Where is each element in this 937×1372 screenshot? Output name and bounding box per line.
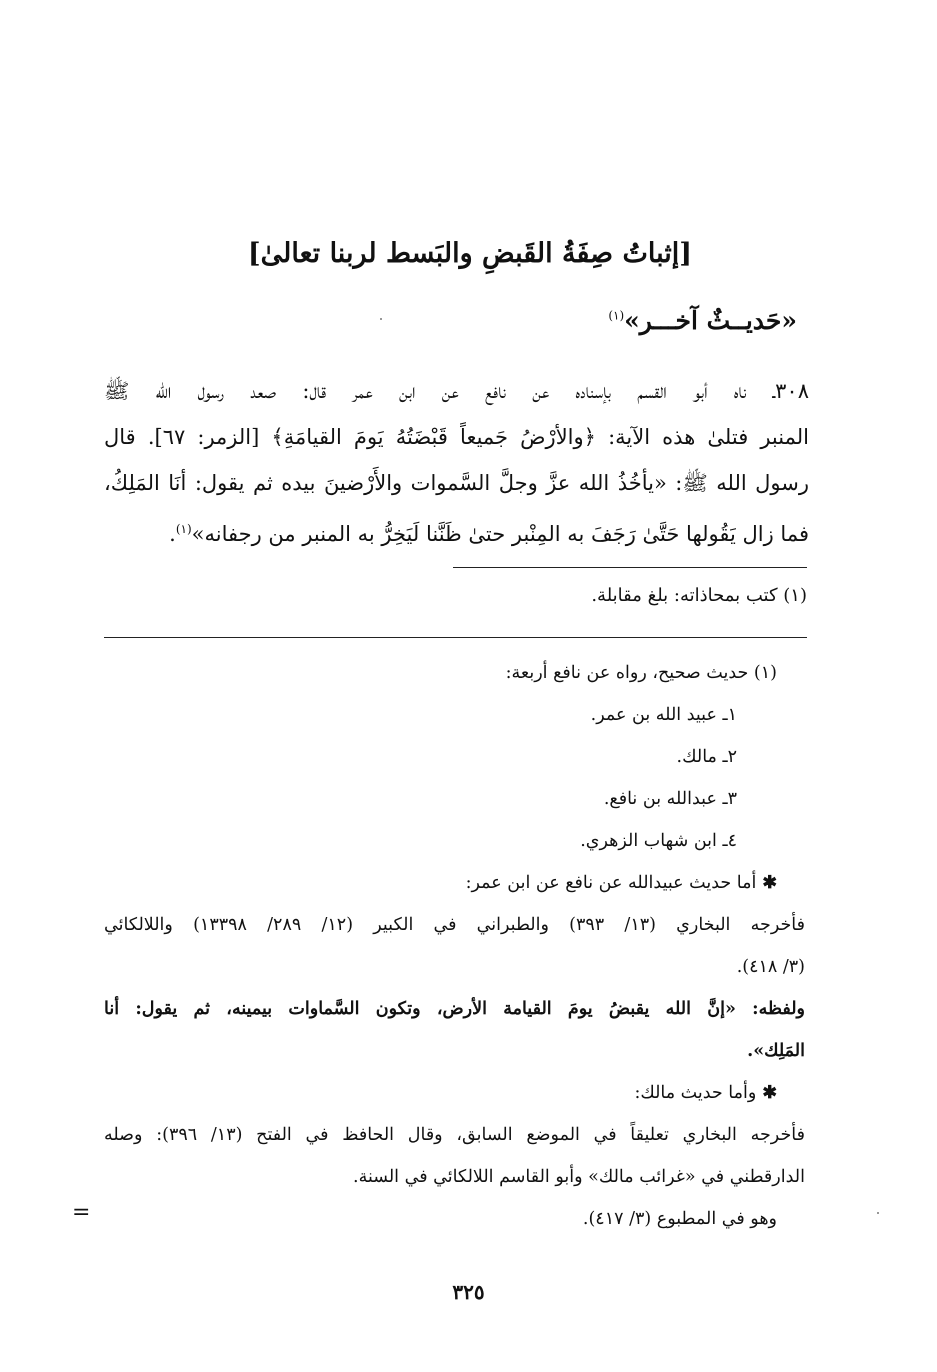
section1-heading-row — [104, 862, 807, 904]
main-text-line: ٣٠٨ـ ناه أبو القسم بإسناده عن نافع عن ابن عمر قال: صعد رسول الله ﷺ — [104, 379, 809, 403]
section1-line: فأخرجه البخاري (١٣/ ٣٩٣) والطبراني في الكبير (١٢/ ٢٨٩/ ١٣٣٩٨) واللالكائي — [104, 915, 806, 935]
speck — [380, 318, 382, 320]
footnote-divider-short — [453, 567, 807, 568]
section1-wording: المَلِك». — [747, 1041, 805, 1061]
footnote-divider-long — [104, 637, 807, 638]
chapter-title: [إثباتُ صِفَةُ القَبضِ والبَسط لربنا تعالىٰ] — [247, 238, 693, 269]
page-number: ٣٢٥ — [452, 1280, 485, 1304]
footnotes-lower — [104, 652, 807, 1240]
main-text-line: فما زال يَقُولها حَتَّىٰ رَجَفَ به المِنْبر حتىٰ ظَنَّنا لَيَخِرُّ به المنبر من رجفانه» — [191, 522, 809, 546]
narrator-item: ٣ـ عبدالله بن نافع. — [603, 789, 737, 809]
main-text-end: . — [169, 522, 176, 546]
star-icon: ✱ — [762, 873, 777, 893]
section1-line: (٣/ ٤١٨). — [736, 957, 805, 977]
section2-line: الدارقطني في «غرائب مالك» وأبو القاسم اللالكائي في السنة. — [353, 1167, 805, 1187]
main-text-line: رسول الله ﷺ: «يأخُذُ الله عزَّ وجلَّ السَّموات والأَرْضينَ بيده ثم يقول: أنَا المَلِكُ، — [104, 471, 809, 495]
narrator-item: ١ـ عبيد الله بن عمر. — [590, 705, 737, 725]
section2-heading-row — [104, 1072, 807, 1114]
section2-heading: وأما حديث مالك: — [634, 1083, 757, 1103]
footnote-ref: (١) — [608, 308, 625, 323]
section2-line: فأخرجه البخاري تعليقاً في الموضع السابق، وقال الحافظ في الفتح (١٣/ ٣٩٦): وصله — [104, 1125, 805, 1145]
speck — [877, 1212, 879, 1214]
narrator-item: ٤ـ ابن شهاب الزهري. — [580, 831, 737, 851]
footnote-upper: (١) كتب بمحاذاته: بلغ مقابلة. — [591, 585, 807, 606]
section2-line: وهو في المطبوع (٣/ ٤١٧). — [582, 1209, 777, 1229]
hadith-heading — [608, 306, 797, 335]
star-icon: ✱ — [762, 1083, 777, 1103]
hadith-heading-text: «حَديــثٌ آخـــر» — [624, 306, 797, 335]
narrator-item: ٢ـ مالك. — [676, 747, 737, 767]
main-text-line: المنبر فتلىٰ هذه الآية: ﴿والأرْضُ جَميعاً قَبْضَتُهُ يَومَ القيامَةِ﴾ [الزمر: ٦٧]. قال — [104, 425, 809, 449]
footnote-ref: (١) — [175, 522, 192, 536]
main-text — [104, 368, 809, 557]
footnote-intro: (١) حديث صحيح، رواه عن نافع أربعة: — [505, 663, 777, 683]
main-text-line-last — [104, 506, 809, 557]
section1-heading: أما حديث عبيدالله عن نافع عن ابن عمر: — [465, 873, 757, 893]
section1-wording: ولفظه: «إنَّ الله يقبضُ يومَ القيامة الأرض، وتكون السَّماوات بيمينه، ثم يقول: أنا — [104, 999, 805, 1019]
margin-mark: = — [72, 1200, 91, 1225]
